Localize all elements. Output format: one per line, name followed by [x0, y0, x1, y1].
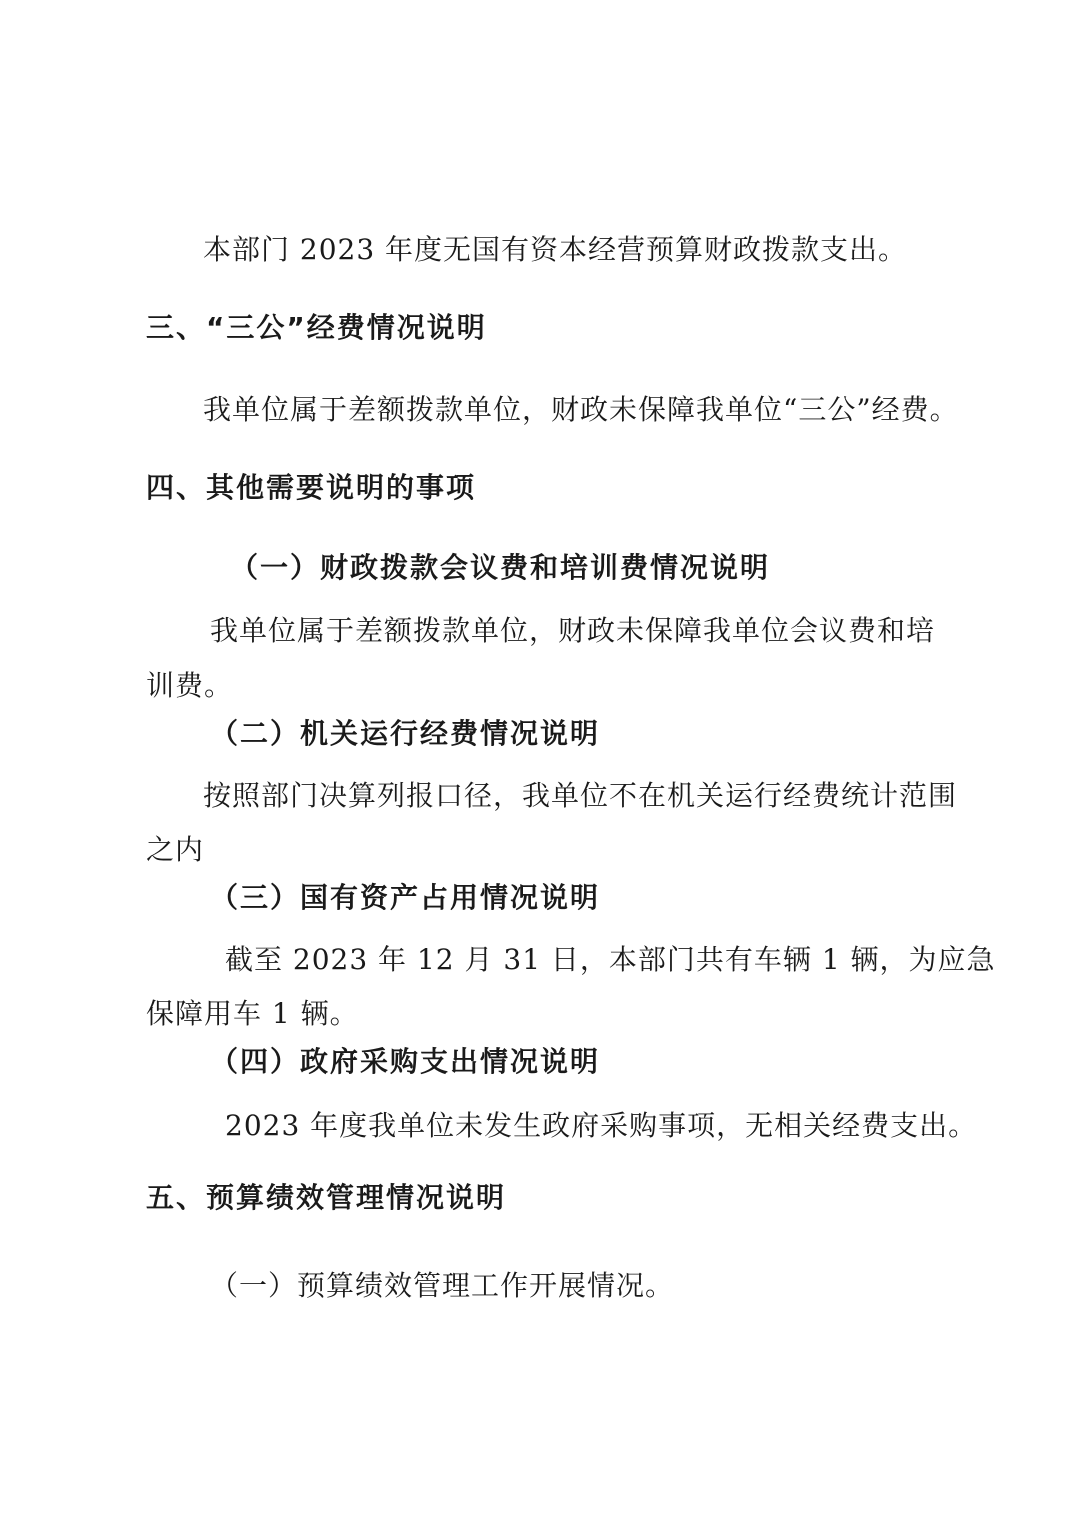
subheading-government-procurement: （四）政府采购支出情况说明: [210, 1045, 601, 1078]
paragraph-meeting-training-fees-line2: 训费。: [146, 669, 234, 702]
paragraph-government-procurement: 2023 年度我单位未发生政府采购事项，无相关经费支出。: [225, 1109, 978, 1142]
subheading-state-assets: （三）国有资产占用情况说明: [210, 881, 601, 914]
paragraph-state-capital-budget: 本部门 2023 年度无国有资本经营预算财政拨款支出。: [203, 233, 908, 266]
subheading-agency-operating-expenses: （二）机关运行经费情况说明: [210, 717, 601, 750]
subheading-meeting-training-fees: （一）财政拨款会议费和培训费情况说明: [230, 551, 771, 584]
heading-other-matters: 四、其他需要说明的事项: [146, 471, 477, 504]
paragraph-three-public-expenses: 我单位属于差额拨款单位，财政未保障我单位“三公”经费。: [203, 393, 959, 426]
paragraph-state-assets-line2: 保障用车 1 辆。: [146, 997, 359, 1030]
subheading-budget-performance-work: （一）预算绩效管理工作开展情况。: [210, 1269, 675, 1302]
paragraph-state-assets-line1: 截至 2023 年 12 月 31 日，本部门共有车辆 1 辆，为应急: [225, 943, 996, 976]
paragraph-agency-operating-expenses-line1: 按照部门决算列报口径，我单位不在机关运行经费统计范围: [203, 779, 958, 812]
paragraph-meeting-training-fees-line1: 我单位属于差额拨款单位，财政未保障我单位会议费和培: [210, 614, 936, 647]
paragraph-agency-operating-expenses-line2: 之内: [146, 833, 205, 866]
heading-three-public-expenses: 三、“三公”经费情况说明: [146, 311, 487, 344]
heading-budget-performance: 五、预算绩效管理情况说明: [146, 1181, 507, 1214]
